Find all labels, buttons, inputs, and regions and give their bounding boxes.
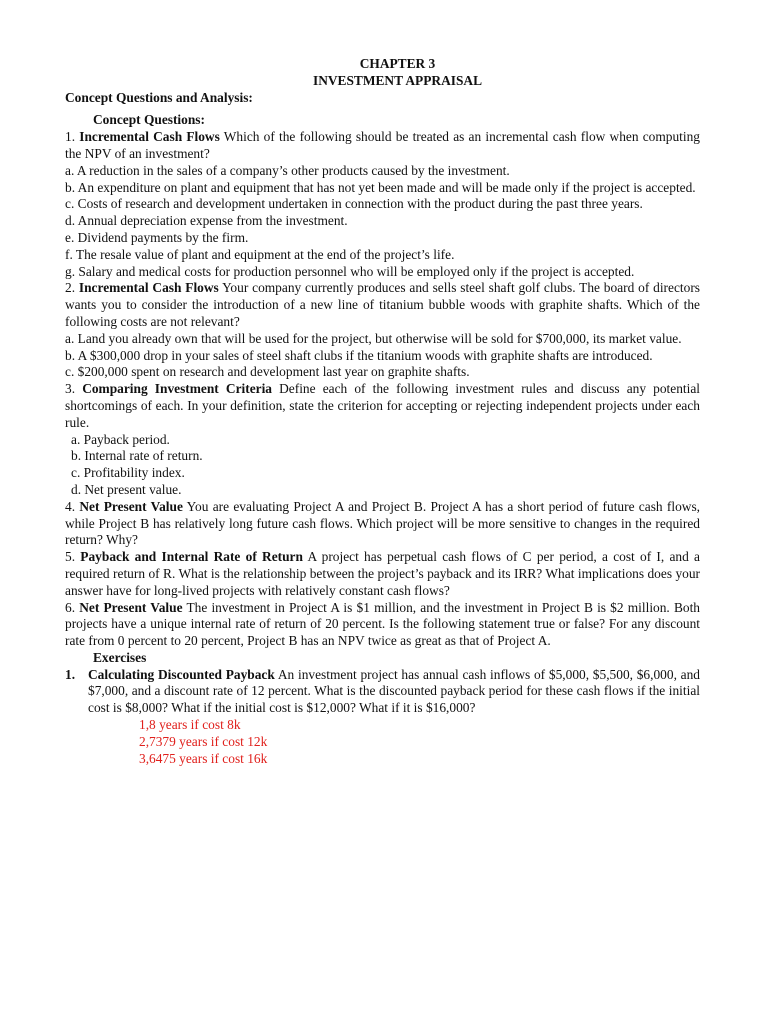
question-3-item-a: a. Payback period.: [71, 431, 170, 447]
question-1-item-e: e. Dividend payments by the firm.: [65, 229, 249, 245]
question-4-heading: Net Present Value: [79, 498, 183, 514]
chapter-title: INVESTMENT APPRAISAL: [312, 72, 483, 88]
question-3-list: [65, 432, 700, 499]
exercise-1-heading: Calculating Discounted Payback: [88, 666, 275, 682]
question-1-item-d: d. Annual depreciation expense from the investment.: [65, 213, 348, 229]
question-5-heading: Payback and Internal Rate of Return: [80, 549, 303, 565]
question-2-item-a: a. Land you already own that will be used for the project, but otherwise will be sold for $700,000, its market value.: [65, 330, 682, 346]
question-3-item-d: d. Net present value.: [71, 481, 182, 497]
question-6: [65, 600, 700, 650]
question-2-number: 2.: [65, 280, 79, 296]
exercise-1-number: 1.: [65, 666, 76, 682]
question-3-number: 3.: [65, 381, 83, 397]
question-1-item-a: a. A reduction in the sales of a company’s other products caused by the investment.: [65, 162, 510, 178]
exercise-1-text: An investment project has annual cash inflows of $5,000, $5,500, $6,000, and $7,000, and a discount rate of 12 percent. What is the discounted payback period for these cash flows if the initial cost is $8,000? What if the initial cost is $12,000? What if it is $16,000?: [88, 666, 701, 716]
question-5-number: 5.: [65, 549, 81, 565]
question-1-heading: Incremental Cash Flows: [79, 129, 220, 145]
question-6-number: 6.: [65, 599, 80, 615]
question-5: [65, 549, 700, 599]
question-2-item-b: b. A $300,000 drop in your sales of steel shaft clubs if the titanium woods with graphite shafts are introduced.: [65, 347, 653, 363]
exercise-1: [65, 667, 700, 717]
question-6-heading: Net Present Value: [79, 599, 183, 615]
question-3-heading: Comparing Investment Criteria: [82, 381, 272, 397]
question-3-item-c: c. Profitability index.: [71, 465, 185, 481]
question-1: [65, 129, 700, 163]
question-4-number: 4.: [65, 498, 80, 514]
question-3: [65, 381, 700, 431]
question-1-item-b: b. An expenditure on plant and equipment that has not yet been made and will be made only if the project is accepted.: [65, 179, 696, 195]
question-5-text: A project has perpetual cash flows of C per period, a cost of I, and a required return of R. What is the relationship between the project’s payback and its IRR? What implications does your answer have for long-lived projects with relatively constant cash flows?: [65, 549, 700, 598]
question-3-text: Define each of the following investment rules and discuss any potential shortcomings of each. In your definition, state the criterion for accepting or rejecting independent projects under each rule.: [65, 381, 701, 430]
answer-line-2: 2,7379 years if cost 12k: [139, 733, 268, 749]
question-1-number: 1.: [65, 129, 80, 145]
question-2-text: Your company currently produces and sells steel shaft golf clubs. The board of directors wants you to consider the introduction of a new line of titanium bubble woods with graphite shafts. Which of the following costs are not relevant?: [65, 280, 700, 329]
exercise-1-body: [88, 667, 700, 717]
concept-questions-title: Concept Questions:: [93, 112, 205, 128]
answer-line-1: 1,8 years if cost 8k: [139, 717, 241, 733]
exercises-title: Exercises: [93, 649, 147, 665]
question-1-text: Which of the following should be treated as an incremental cash flow when computing the NPV of an investment?: [65, 129, 700, 161]
question-2-item-c: c. $200,000 spent on research and development last year on graphite shafts.: [65, 364, 470, 380]
question-1-item-f: f. The resale value of plant and equipment at the end of the project’s life.: [65, 246, 455, 262]
question-2: [65, 280, 700, 330]
question-1-item-c: c. Costs of research and development undertaken in connection with the product during the past three years.: [65, 196, 643, 212]
question-6-text: The investment in Project A is $1 million, and the investment in Project B is $2 million. Both projects have a unique internal rate of return of 20 percent. Is the following statement true or false? For any discount rate from 0 percent to 20 percent, Project B has an NPV twice as great as that of Project A.: [65, 599, 700, 649]
answer-line-3: 3,6475 years if cost 16k: [139, 750, 268, 766]
question-4-text: You are evaluating Project A and Project B. Project A has a short period of future cash flows, while Project B has relatively long future cash flows. Which project will be more sensitive to changes in the required return? Why?: [65, 498, 700, 548]
question-4: [65, 499, 700, 549]
question-3-item-b: b. Internal rate of return.: [71, 448, 203, 464]
section-title: Concept Questions and Analysis:: [65, 89, 253, 105]
question-2-heading: Incremental Cash Flows: [78, 280, 219, 296]
chapter-number: CHAPTER 3: [359, 56, 436, 71]
question-1-item-g: g. Salary and medical costs for production personnel who will be employed only if the project is accepted.: [65, 263, 635, 279]
